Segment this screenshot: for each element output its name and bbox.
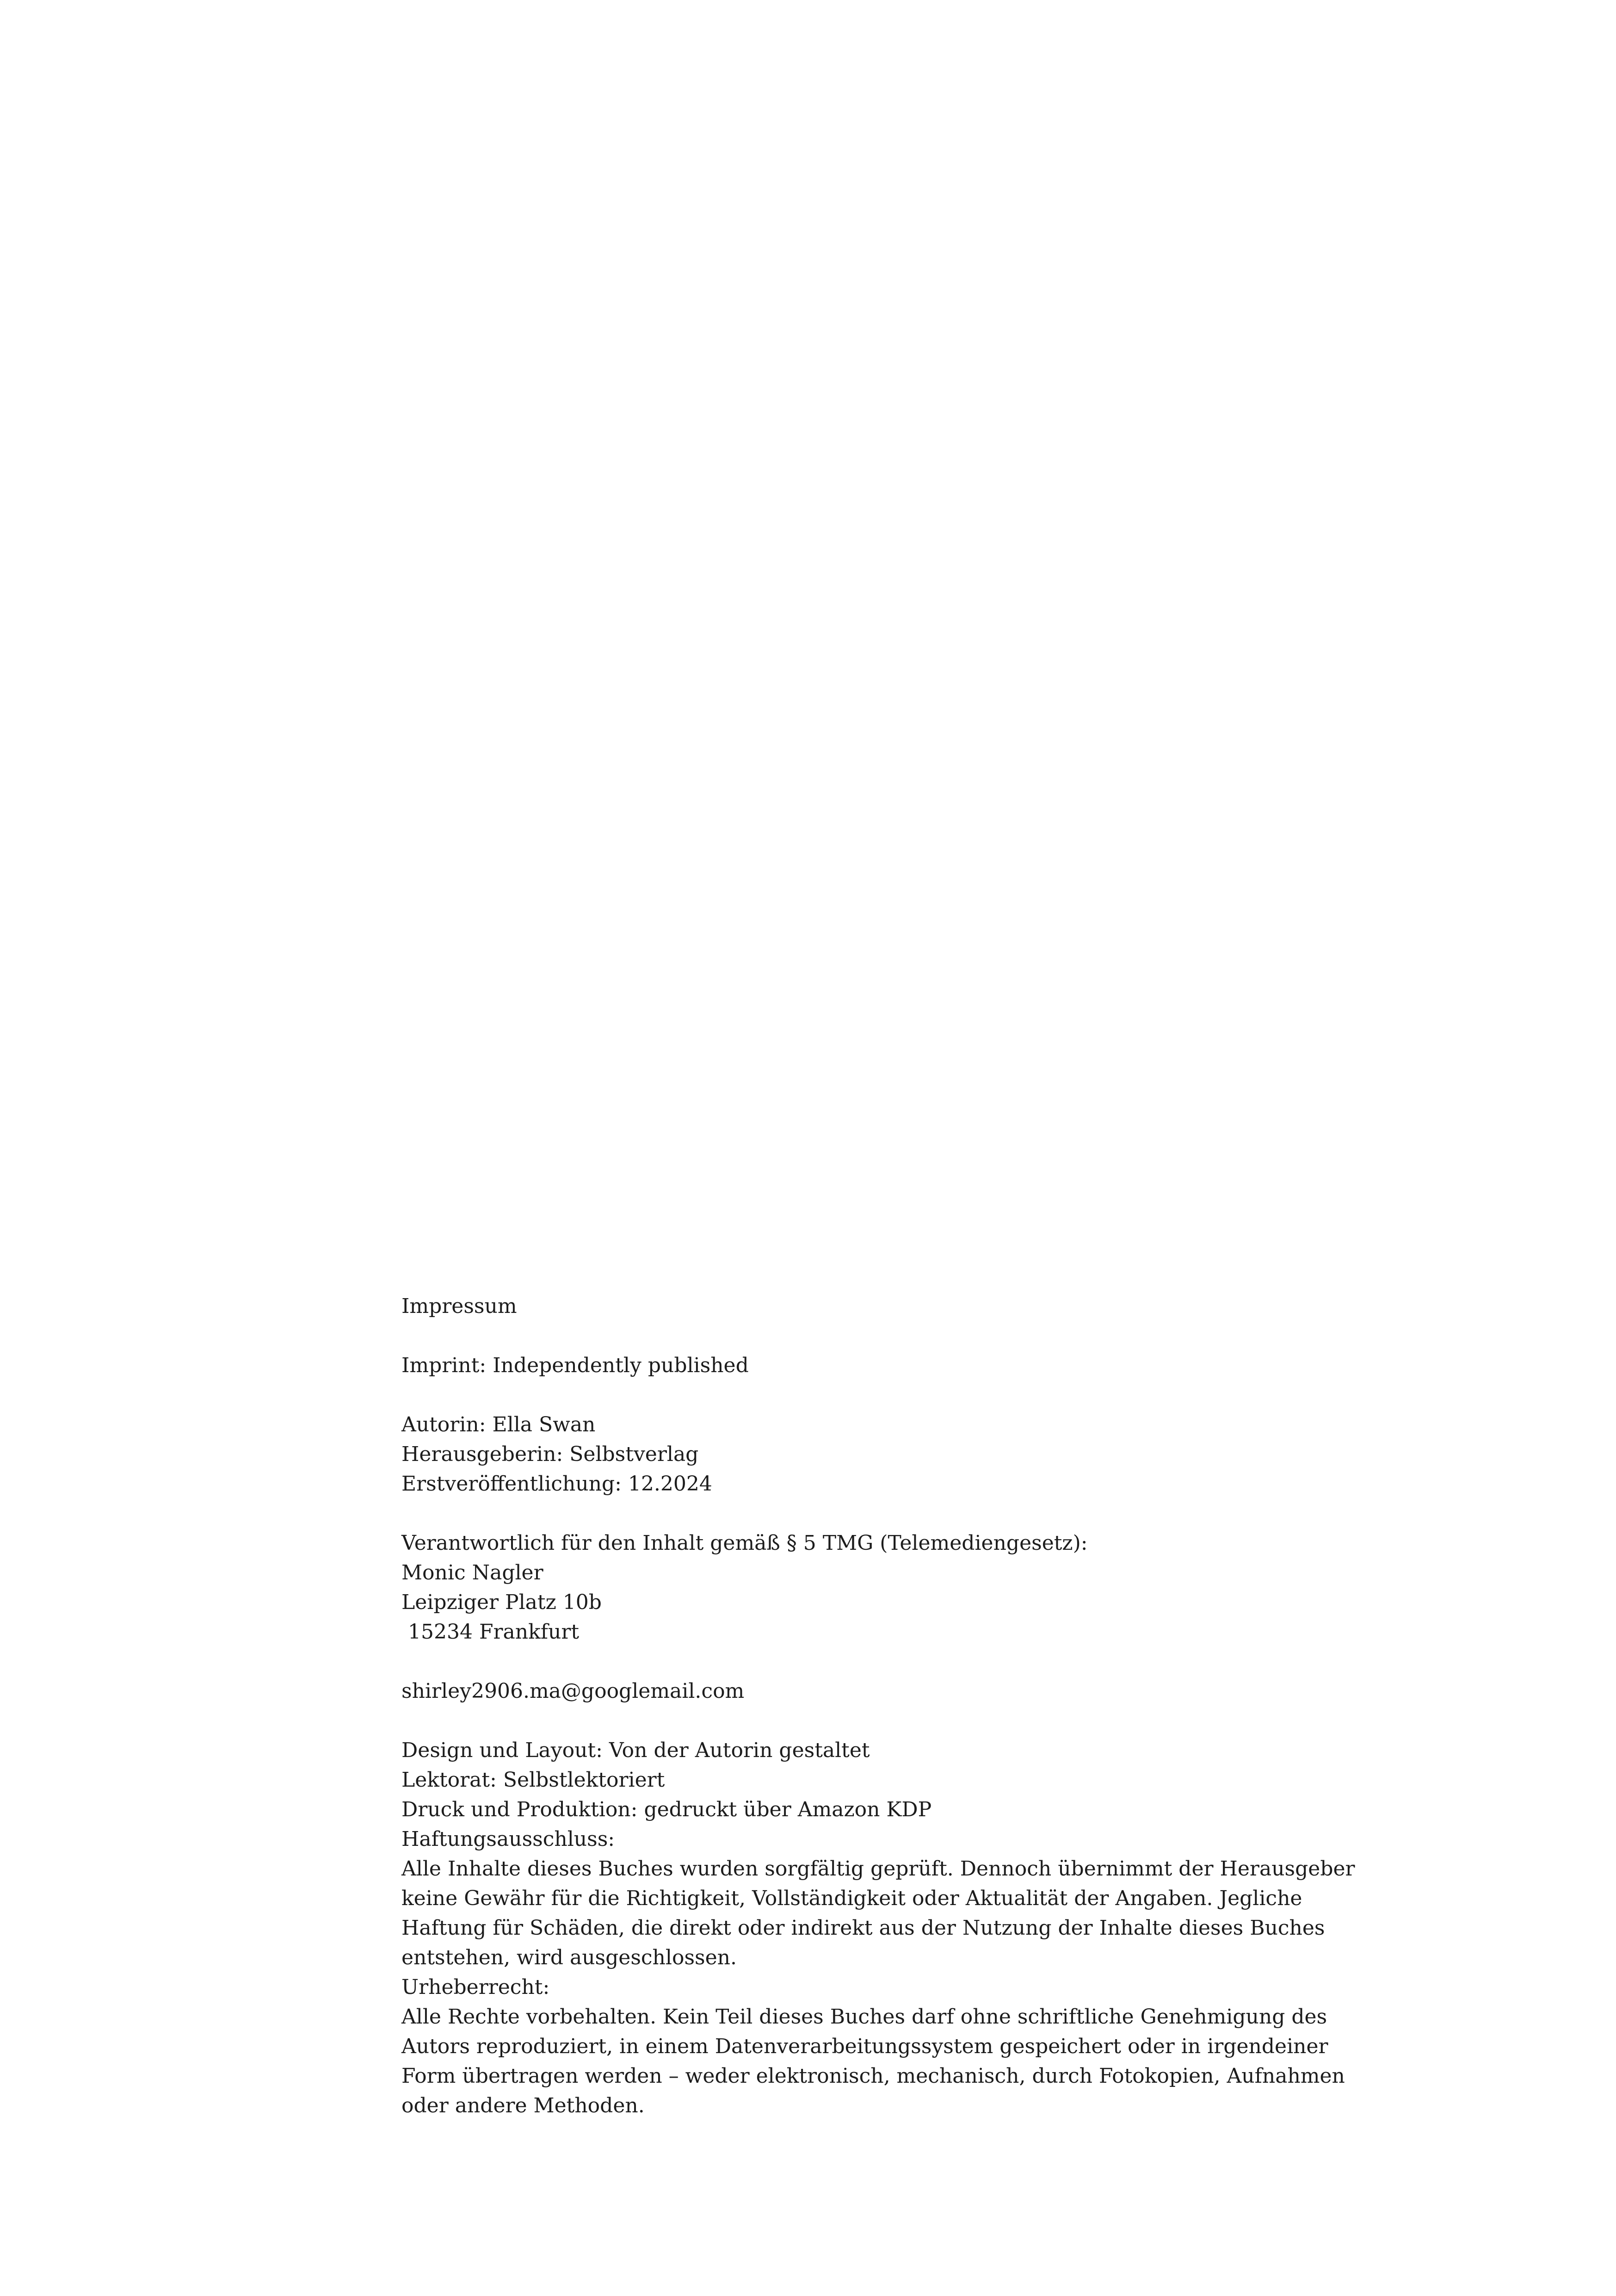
copyright-text-line: Alle Rechte vorbehalten. Kein Teil dieses Buches darf ohne schriftliche Genehmigung des — [401, 2005, 1327, 2029]
disclaimer-text-line: entstehen, wird ausgeschlossen. — [401, 1946, 737, 1969]
address-street: Leipziger Platz 10b — [401, 1590, 602, 1614]
imprint-line: Imprint: Independently published — [401, 1354, 749, 1377]
copyright-text-line: oder andere Methoden. — [401, 2094, 645, 2117]
spacer — [401, 1380, 1326, 1410]
copyright-text-line: Autors reproduziert, in einem Datenverarbeitungssystem gespeichert oder in irgendeiner — [401, 2035, 1328, 2058]
spacer — [401, 1499, 1326, 1529]
disclaimer-text-line: Alle Inhalte dieses Buches wurden sorgfältig geprüft. Dennoch übernimmt der Herausgeber — [401, 1857, 1355, 1881]
printing-line: Druck und Produktion: gedruckt über Amazon KDP — [401, 1798, 932, 1821]
responsible-name: Monic Nagler — [401, 1561, 543, 1584]
impressum-block — [401, 1292, 1355, 2121]
address-city: 15234 Frankfurt — [401, 1620, 580, 1644]
spacer — [401, 1321, 1326, 1351]
first-published-line: Erstveröffentlichung: 12.2024 — [401, 1472, 712, 1496]
spacer — [401, 1706, 1326, 1736]
disclaimer-text-line: keine Gewähr für die Richtigkeit, Vollständigkeit oder Aktualität der Angaben. Jegliche — [401, 1887, 1302, 1910]
copyright-heading: Urheberrecht: — [401, 1975, 550, 1999]
disclaimer-heading: Haftungsausschluss: — [401, 1827, 615, 1851]
impressum-heading: Impressum — [401, 1294, 517, 1318]
responsible-label: Verantwortlich für den Inhalt gemäß § 5 TMG (Telemediengesetz): — [401, 1531, 1088, 1555]
author-line: Autorin: Ella Swan — [401, 1413, 596, 1436]
editing-line: Lektorat: Selbstlektoriert — [401, 1768, 665, 1792]
publisher-line: Herausgeberin: Selbstverlag — [401, 1442, 699, 1466]
contact-email: shirley2906.ma@googlemail.com — [401, 1679, 745, 1703]
design-line: Design und Layout: Von der Autorin gestaltet — [401, 1739, 870, 1762]
spacer — [401, 1647, 1326, 1677]
disclaimer-text-line: Haftung für Schäden, die direkt oder indirekt aus der Nutzung der Inhalte dieses Buches — [401, 1916, 1325, 1940]
copyright-text-line: Form übertragen werden – weder elektronisch, mechanisch, durch Fotokopien, Aufnahmen — [401, 2064, 1345, 2088]
